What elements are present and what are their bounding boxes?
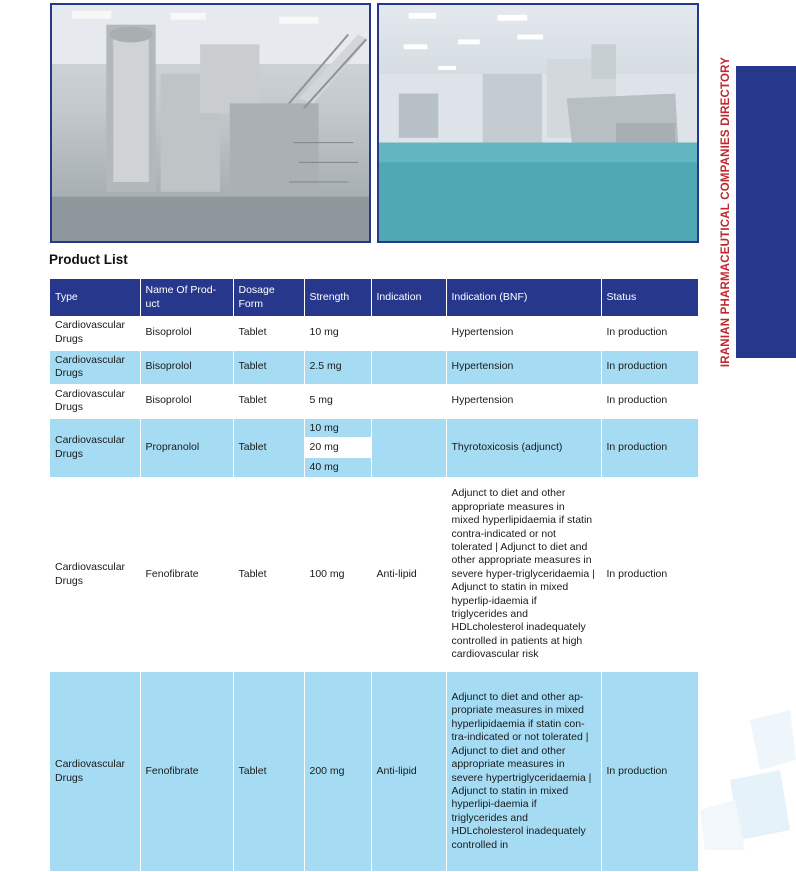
cell-strength: 5 mg <box>304 384 371 418</box>
photo-granulation-equipment <box>50 3 371 243</box>
cell-indication <box>371 316 446 350</box>
cell-indication <box>371 350 446 384</box>
cell-strength: 2.5 mg <box>304 350 371 384</box>
cell-form: Tablet <box>233 316 304 350</box>
table-row <box>50 316 698 350</box>
cell-name: Propranolol <box>140 418 233 478</box>
cell-status: In production <box>601 478 698 672</box>
cell-form: Tablet <box>233 384 304 418</box>
photo-clean-room <box>377 3 699 243</box>
cell-form: Tablet <box>233 478 304 672</box>
cell-indication <box>371 384 446 418</box>
cell-name: Bisoprolol <box>140 350 233 384</box>
cell-type: Cardiovascular Drugs <box>50 672 140 872</box>
section-title: Product List <box>49 252 128 267</box>
strength-option: 10 mg <box>305 419 371 439</box>
cell-strength: 100 mg <box>304 478 371 672</box>
cell-status: In production <box>601 316 698 350</box>
cell-status: In production <box>601 418 698 478</box>
col-header-strength: Strength <box>304 279 371 316</box>
col-header-name: Name Of Prod-uct <box>140 279 233 316</box>
directory-side-title: IRANIAN PHARMACEUTICAL COMPANIES DIRECTORY <box>720 56 732 368</box>
col-header-type: Type <box>50 279 140 316</box>
product-table <box>50 279 699 872</box>
cell-strength: 10 mg <box>304 316 371 350</box>
cell-type: Cardiovascular Drugs <box>50 478 140 672</box>
cell-status: In production <box>601 672 698 872</box>
cell-bnf: Thyrotoxicosis (adjunct) <box>446 418 601 478</box>
cell-indication: Anti-lipid <box>371 672 446 872</box>
cell-type: Cardiovascular Drugs <box>50 418 140 478</box>
cell-indication <box>371 418 446 478</box>
cell-bnf: Hypertension <box>446 350 601 384</box>
cell-strength-stack <box>304 418 371 478</box>
strength-option: 20 mg <box>305 438 371 458</box>
cell-name: Bisoprolol <box>140 384 233 418</box>
decorative-hexagons <box>690 700 796 850</box>
cell-status: In production <box>601 350 698 384</box>
table-row <box>50 350 698 384</box>
table-row <box>50 418 698 478</box>
table-row <box>50 384 698 418</box>
cell-bnf: Hypertension <box>446 384 601 418</box>
cell-name: Fenofibrate <box>140 672 233 872</box>
cell-form: Tablet <box>233 672 304 872</box>
col-header-indication: Indication <box>371 279 446 316</box>
col-header-indication-bnf: Indication (BNF) <box>446 279 601 316</box>
cell-indication: Anti-lipid <box>371 478 446 672</box>
cell-name: Fenofibrate <box>140 478 233 672</box>
strength-option: 40 mg <box>309 460 339 473</box>
table-row <box>50 672 698 872</box>
side-band <box>736 66 796 358</box>
cell-form: Tablet <box>233 418 304 478</box>
cell-bnf: Adjunct to diet and other ap-propriate measures in mixed hyperlipidaemia if statin con-tra-indicated or not tolerated | Adjunct to diet and other appropriate measures in severe hypertriglyceridaemia | Adjunct to statin in mixed hyperlipi-daemia if triglycerides and HDLcholesterol inadequately controlled in <box>446 672 601 872</box>
cell-type: Cardiovascular Drugs <box>50 350 140 384</box>
col-header-dosage-form: Dosage Form <box>233 279 304 316</box>
cell-status: In production <box>601 384 698 418</box>
cell-bnf: Hypertension <box>446 316 601 350</box>
cell-form: Tablet <box>233 350 304 384</box>
cell-bnf: Adjunct to diet and other appropriate measures in mixed hyperlipidaemia if statin contra-indicated or not tolerated | Adjunct to diet and other appropriate measures in severe hyper-triglyceridaemia | Adjunct to statin in mixed hyperlip-idaemia if triglycerides and HDLcholesterol inadequately controlled in patients at high cardiovascular risk <box>446 478 601 672</box>
cell-name: Bisoprolol <box>140 316 233 350</box>
table-row <box>50 478 698 672</box>
col-header-status: Status <box>601 279 698 316</box>
cell-type: Cardiovascular Drugs <box>50 384 140 418</box>
cell-strength: 200 mg <box>304 672 371 872</box>
table-header-row <box>50 279 698 316</box>
cell-type: Cardiovascular Drugs <box>50 316 140 350</box>
